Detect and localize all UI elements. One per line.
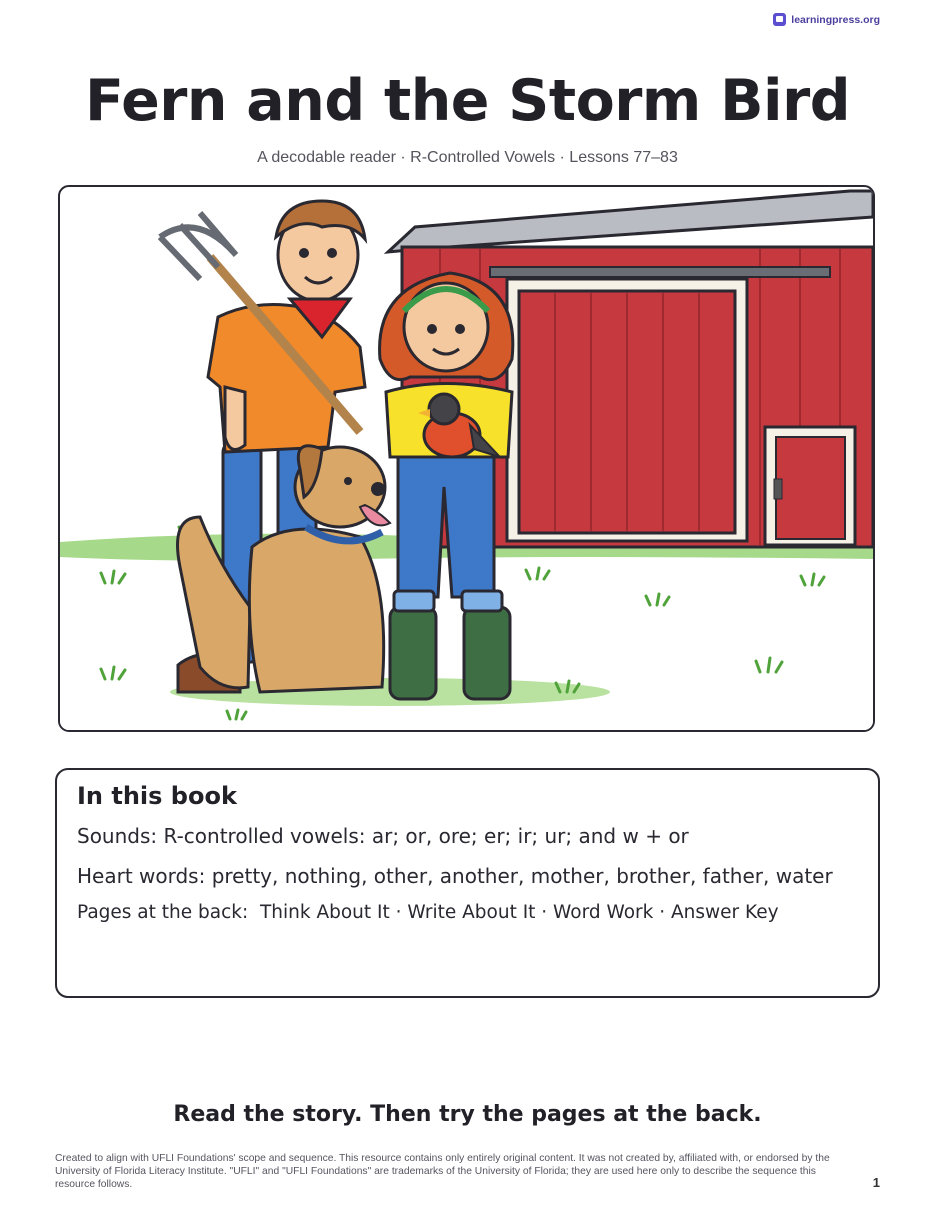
page-subtitle: A decodable reader · R-Controlled Vowels · Lessons 77–83 [257, 149, 678, 166]
info-heading: In this book [77, 782, 237, 810]
farm-illustration [60, 187, 873, 730]
brand-label: learningpress.org [791, 13, 880, 26]
back-pages-text [77, 900, 858, 926]
page-title: Fern and the Storm Bird [84, 68, 851, 134]
page-number: 1 [872, 1175, 880, 1190]
cover-illustration [58, 185, 875, 732]
book-info-card [55, 768, 880, 998]
reading-instruction: Read the story. Then try the pages at the back. [173, 1102, 762, 1127]
sounds-text: Sounds: R-controlled vowels: ar; or, ore; er; ir; ur; and w + or [77, 824, 689, 848]
heart-words-text: Heart words: pretty, nothing, other, another, mother, brother, father, water [77, 864, 833, 888]
back-pages-items: Think About It · Write About It · Word Work · Answer Key [259, 902, 779, 923]
book-icon [773, 13, 786, 26]
footer-disclaimer: Created to align with UFLI Foundations' scope and sequence. This resource contains only entirely original content. It was not created by, affiliated with, or endorsed by the University of Florida Literacy Institute. "UFLI" and "UFLI Foundations" are trademarks of the University of Florida; they are used here only to describe the sequence this resource follows. [55, 1153, 830, 1190]
back-pages-label: Pages at the back: [77, 902, 249, 923]
brand-link[interactable] [773, 13, 880, 26]
